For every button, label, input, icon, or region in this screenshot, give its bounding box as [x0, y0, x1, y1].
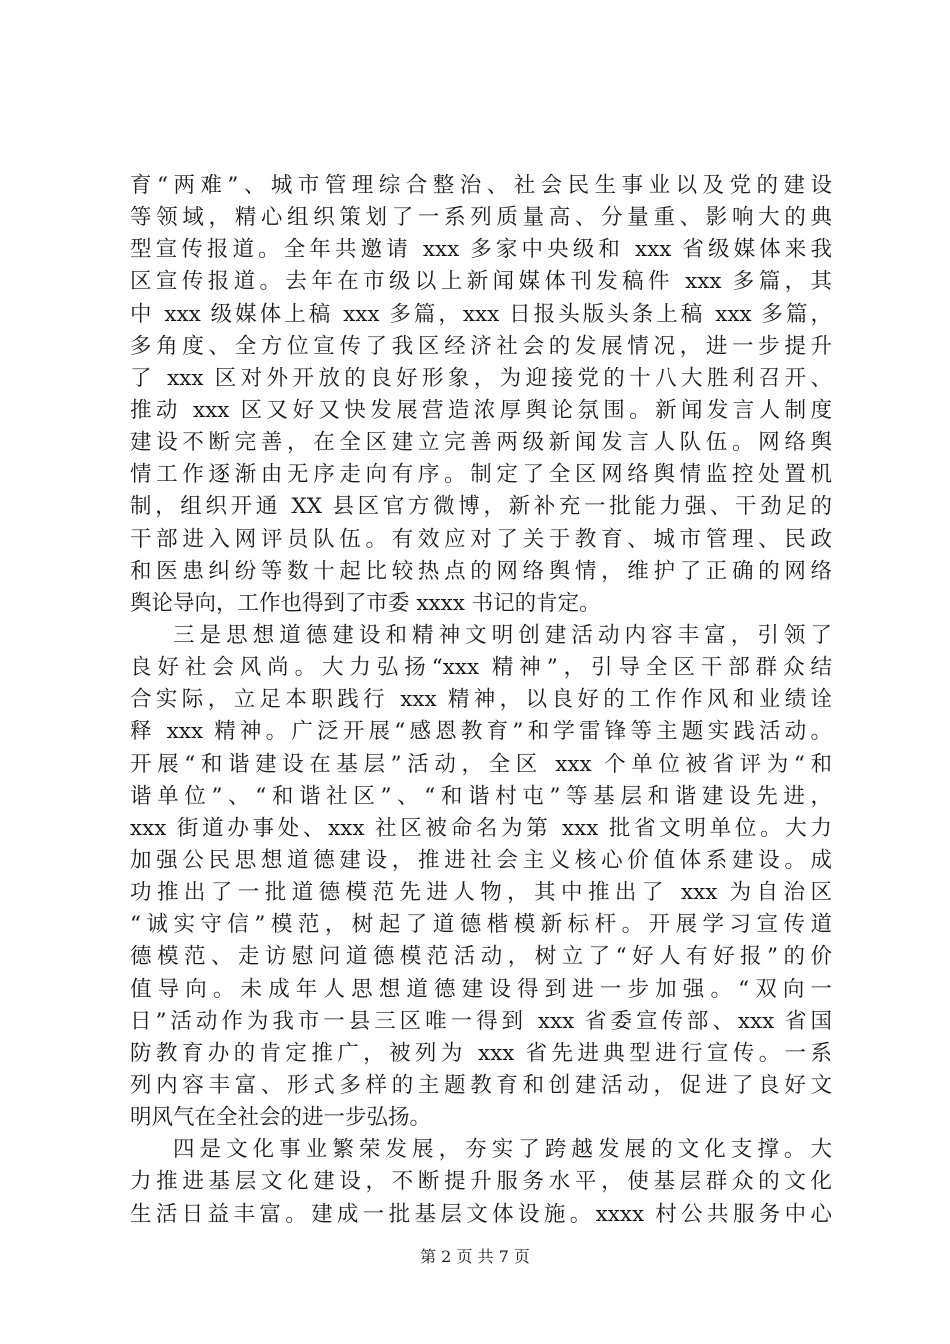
text-line: xxx 街道办事处、xxx 社区被命名为第 xxx 批省文明单位。大力: [130, 815, 832, 841]
body-text: [130, 170, 832, 1231]
text-line: 和医患纠纷等数十起比较热点的网络舆情，维护了正确的网络: [130, 558, 832, 584]
text-line: 制，组织开通 XX 县区官方微博，新补充一批能力强、干劲足的: [130, 494, 832, 520]
text-line: 情工作逐渐由无序走向有序。制定了全区网络舆情监控处置机: [130, 462, 832, 488]
text-line: 生活日益丰富。建成一批基层文体设施。xxxx 村公共服务中心: [130, 1201, 832, 1227]
text-line: 推动 xxx 区又好又快发展营造浓厚舆论氛围。新闻发言人制度: [130, 397, 832, 423]
text-line: “诚实守信”模范，树起了道德楷模新标杆。开展学习宣传道: [130, 912, 832, 938]
text-line: 干部进入网评员队伍。有效应对了关于教育、城市管理、民政: [130, 526, 832, 552]
text-line: 力推进基层文化建设，不断提升服务水平，使基层群众的文化: [130, 1169, 832, 1195]
text-line: 明风气在全社会的进一步弘扬。: [130, 1105, 432, 1131]
text-line: 舆论导向，工作也得到了市委 xxxx 书记的肯定。: [130, 590, 601, 616]
text-line: 了 xxx 区对外开放的良好形象，为迎接党的十八大胜利召开、: [130, 365, 832, 391]
text-line: 释 xxx 精神。广泛开展“感恩教育”和学雷锋等主题实践活动。: [130, 719, 832, 745]
text-line: 德模范、走访慰问道德模范活动，树立了“好人有好报”的价: [130, 944, 832, 970]
text-line: 合实际，立足本职践行 xxx 精神，以良好的工作作风和业绩诠: [130, 687, 832, 713]
text-line: 育“两难”、城市管理综合整治、社会民生事业以及党的建设: [130, 173, 832, 198]
text-line: 值导向。未成年人思想道德建设得到进一步加强。“双向一: [130, 976, 832, 1002]
page-footer: 第 2 页 共 7 页: [420, 1247, 530, 1266]
text-line: 防教育办的肯定推广，被列为 xxx 省先进典型进行宣传。一系: [130, 1040, 832, 1066]
text-line: 等领域，精心组织策划了一系列质量高、分量重、影响大的典: [130, 205, 832, 231]
text-line: 中 xxx 级媒体上稿 xxx 多篇，xxx 日报头版头条上稿 xxx 多篇，: [130, 301, 832, 327]
text-line: 建设不断完善，在全区建立完善两级新闻发言人队伍。网络舆: [130, 430, 832, 456]
text-line: 良好社会风尚。大力弘扬“xxx 精神”，引导全区干部群众结: [130, 655, 832, 681]
text-line: 四是文化事业繁荣发展，夯实了跨越发展的文化支撑。大: [173, 1137, 832, 1163]
text-line: 日”活动作为我市一县三区唯一得到 xxx 省委宣传部、xxx 省国: [130, 1008, 832, 1034]
text-line: 列内容丰富、形式多样的主题教育和创建活动，促进了良好文: [130, 1072, 832, 1098]
text-line: 型宣传报道。全年共邀请 xxx 多家中央级和 xxx 省级媒体来我: [130, 237, 832, 263]
text-line: 多角度、全方位宣传了我区经济社会的发展情况，进一步提升: [130, 333, 832, 359]
text-line: 功推出了一批道德模范先进人物，其中推出了 xxx 为自治区: [130, 880, 832, 906]
text-line: 开展“和谐建设在基层”活动，全区 xxx 个单位被省评为“和: [130, 751, 832, 777]
text-line: 加强公民思想道德建设，推进社会主义核心价值体系建设。成: [130, 847, 832, 873]
text-line: 谐单位”、“和谐社区”、“和谐村屯”等基层和谐建设先进，: [130, 783, 832, 809]
text-line: 三是思想道德建设和精神文明创建活动内容丰富，引领了: [173, 622, 832, 648]
text-line: 区宣传报道。去年在市级以上新闻媒体刊发稿件 xxx 多篇，其: [130, 269, 832, 295]
